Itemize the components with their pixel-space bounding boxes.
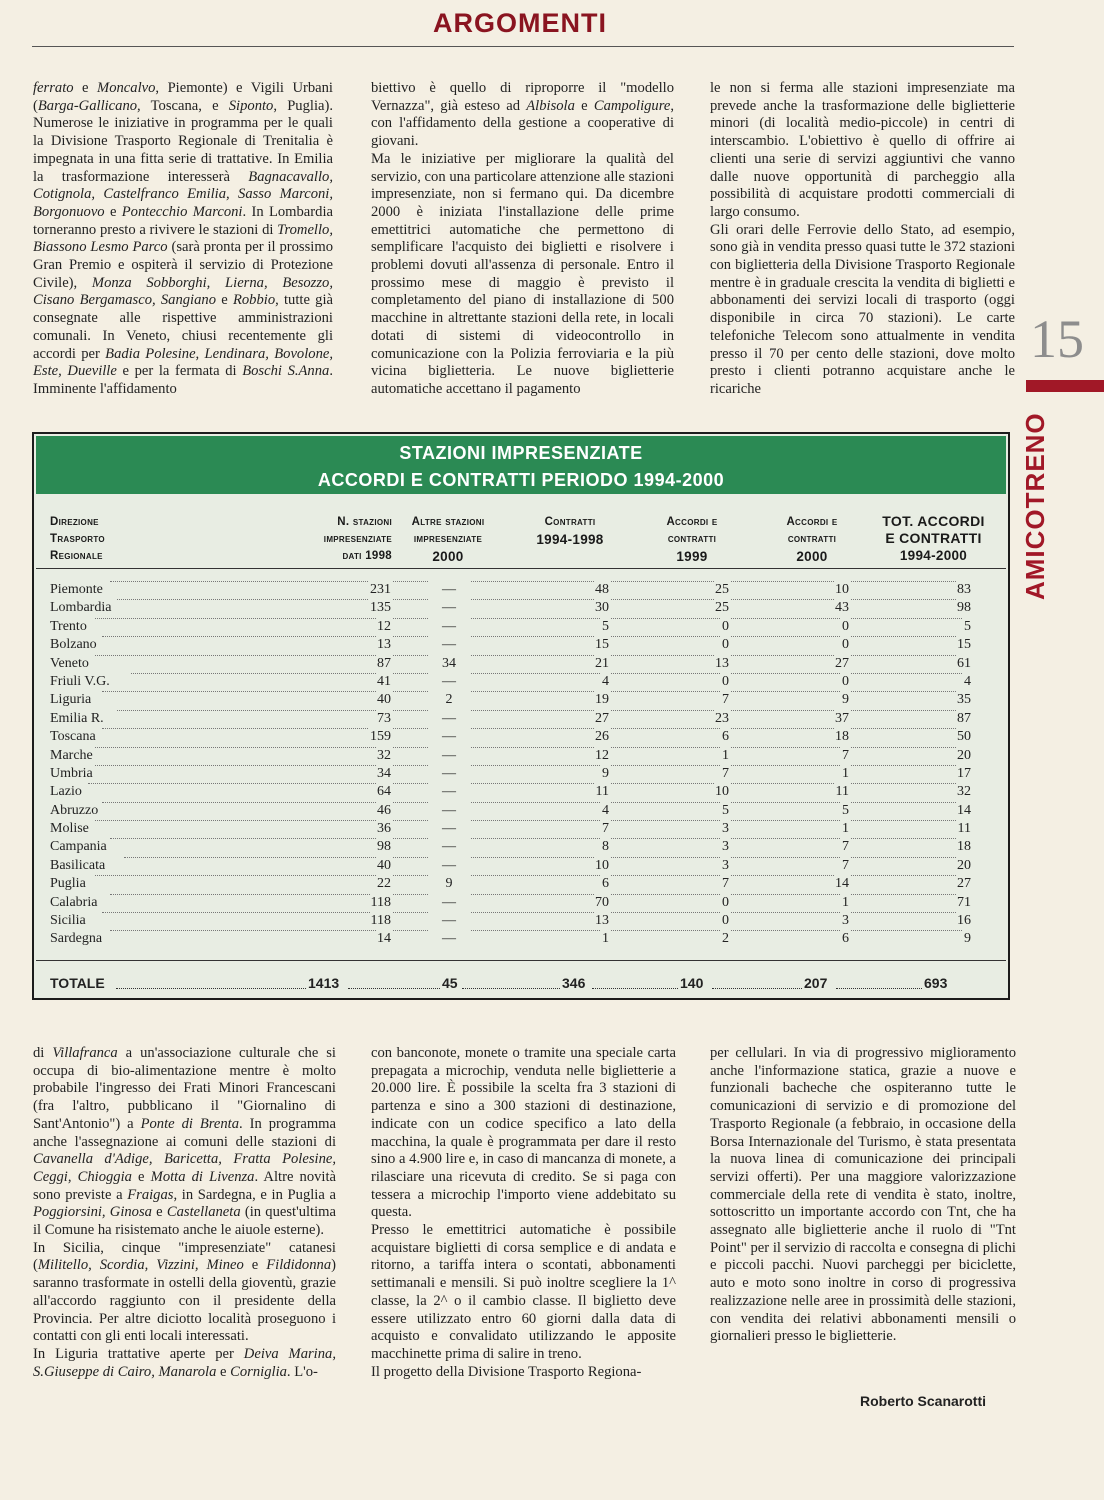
region-name: Bolzano (50, 637, 97, 653)
header-direzione-line1: Direzione (50, 516, 99, 528)
text-run: ) saranno trasformate in ostelli della gioventù, grazie all'accordo raggiunto con il presidente della Provincia. Per altre diciotto località proseguono i contatti con gli enti locali interessati. (33, 1257, 336, 1345)
table-row (36, 838, 1006, 856)
cell-tot: 11 (957, 820, 972, 838)
header-altre-line3: 2000 (432, 549, 464, 564)
place-name: Militello, Scordia, Vizzini, Mineo (37, 1257, 244, 1274)
region-name: Lazio (50, 784, 82, 800)
header-contratti-line1: Contratti (544, 516, 596, 528)
table-header (36, 504, 1006, 569)
place-name: Badia Polesine, Lendinara, Bovolone, Este, Dueville (33, 345, 333, 380)
header-accordi-1999 (632, 514, 752, 565)
table-row (36, 857, 1006, 875)
cell-acc1999: 7 (721, 691, 730, 709)
text-run: con banconote, monete o tramite una speciale carta prepagata a microchip, venduta nelle biglietterie a 20.000 lire. È possibile la scelta fra 3 stazioni di partenza e sino a 300 stazioni di destinazione, indicate con un codice specifico a lato della macchina, la quale è programmata per dare il resto sino a 4.900 lire e, in caso di mancanza di monete, a rilasciare una ricevuta di credito. Se si paga con tessera a microchip l'importo viene addebitato su questa. (371, 1045, 676, 1221)
place-name: Moncalvo (97, 80, 156, 96)
stations-table (32, 432, 1010, 1000)
article-column-top-1 (33, 80, 333, 399)
text-run: . In Lombardia torneranno presto a rivivere le stazioni di (33, 203, 333, 238)
totals-altre: 45 (442, 975, 458, 991)
place-name: ferrato (33, 80, 74, 96)
cell-acc2000: 0 (841, 673, 850, 691)
cell-n: 87 (376, 655, 392, 673)
table-title (36, 436, 1006, 494)
region-name: Lombardia (50, 600, 112, 616)
section-header: ARGOMENTI (433, 8, 607, 38)
text-run: e (243, 1257, 267, 1274)
cell-altre: — (428, 636, 470, 654)
place-name: Boschi S.Anna (242, 363, 330, 380)
author-signature: Roberto Scanarotti (860, 1393, 987, 1409)
cell-acc2000: 0 (841, 618, 850, 636)
cell-altre: — (428, 765, 470, 783)
table-row (36, 894, 1006, 912)
cell-n: 118 (370, 894, 392, 912)
cell-tot: 87 (956, 710, 972, 728)
cell-acc1999: 10 (714, 783, 730, 801)
text-run: biettivo è quello di riproporre il "modello Vernazza", già esteso ad (371, 80, 674, 114)
table-row (36, 618, 1006, 636)
text-run: e (574, 97, 594, 114)
text-run: Gli orari delle Ferrovie dello Stato, ad esempio, sono già in vendita presso quasi tutte le 372 stazioni con biglietteria della Divisione Trasporto Regionale mentre è in graduale crescita la vendita di biglietti e abbonamenti dei servizi locali di trasporto (oggi disponibile in circa 70 stazioni). Le carte telefoniche Telecom sono attualmente in vendita presso il 70 per cento delle stazioni, dove molto presto i clienti potranno acquistare anche le ricariche (710, 221, 1015, 397)
text-run: (in quest'ultima il Comune ha risistemato anche le aiuole esterne). (33, 1204, 336, 1239)
region-name: Sicilia (50, 913, 86, 929)
cell-tot: 14 (956, 802, 972, 820)
table-row (36, 655, 1006, 673)
cell-n: 40 (376, 857, 392, 875)
text-run: , in Sardegna, e in Puglia a (173, 1186, 336, 1203)
paragraph (33, 1346, 336, 1381)
region-name: Basilicata (50, 857, 106, 873)
table-row (36, 599, 1006, 617)
table-row (36, 912, 1006, 930)
paragraph (710, 80, 1015, 222)
place-name: Ponte di Brenta (140, 1115, 240, 1132)
cell-contratti: 5 (601, 618, 610, 636)
cell-contratti: 10 (594, 857, 610, 875)
table-row (36, 673, 1006, 691)
cell-contratti: 7 (601, 820, 610, 838)
region-name: Calabria (50, 894, 98, 910)
cell-acc1999: 0 (721, 618, 730, 636)
text-run: e (104, 203, 122, 220)
place-name: Deiva Marina, S.Giuseppe di Cairo, Manarola (33, 1345, 336, 1380)
text-run: , Piemonte) e Vigili Urbani ( (33, 80, 333, 114)
cell-acc2000: 27 (834, 655, 850, 673)
text-run: . Altre novità sono previste a (33, 1168, 337, 1203)
header-n-line3: dati 1998 (342, 550, 392, 562)
header-acc1999-line3: 1999 (676, 549, 708, 564)
table-row (36, 820, 1006, 838)
cell-n: 12 (376, 618, 392, 636)
cell-acc2000: 43 (834, 599, 850, 617)
cell-n: 34 (376, 765, 392, 783)
totals-leader-4 (592, 988, 678, 989)
totals-leader-2 (348, 988, 440, 989)
header-acc2000-line2: contratti (787, 533, 837, 545)
cell-altre: — (428, 820, 470, 838)
text-run: . In programma anche l'assegnazione ai comuni delle stazioni di (33, 1115, 336, 1150)
cell-altre: — (428, 581, 470, 599)
cell-n: 231 (369, 581, 392, 599)
cell-tot: 17 (956, 765, 972, 783)
totals-leader-5 (712, 988, 802, 989)
cell-acc1999: 7 (721, 875, 730, 893)
place-name: Corniglia (230, 1363, 287, 1380)
region-name: Veneto (50, 655, 89, 671)
cell-n: 36 (376, 820, 392, 838)
region-name: Emilia R. (50, 710, 104, 726)
totals-n: 1413 (308, 975, 340, 991)
text-run: In Sicilia, cinque "impresenziate" catanesi ( (33, 1239, 336, 1274)
cell-tot: 61 (956, 655, 972, 673)
cell-n: 46 (376, 802, 392, 820)
header-tot-line2: E CONTRATTI (885, 530, 982, 546)
table-totals-row (36, 960, 1006, 997)
cell-altre: — (428, 747, 470, 765)
cell-altre: — (428, 857, 470, 875)
place-name: Siponto (228, 97, 274, 114)
totals-label: TOTALE (50, 975, 105, 991)
cell-acc2000: 37 (834, 710, 850, 728)
cell-acc1999: 23 (714, 710, 730, 728)
text-run: , Puglia). Numerose le iniziative in programma per le quali la Divisione Trasporto Regionale di Trenitalia è impegnata in una fitta serie di trattative. In Emilia la trasformazione interesserà (33, 97, 333, 185)
header-n-line1: N. stazioni (337, 516, 392, 528)
region-name: Toscana (50, 729, 96, 745)
table-row (36, 710, 1006, 728)
text-run: e (151, 1204, 167, 1221)
cell-acc2000: 7 (841, 857, 850, 875)
cell-altre: — (428, 783, 470, 801)
cell-acc2000: 3 (841, 912, 850, 930)
cell-n: 98 (376, 838, 392, 856)
place-name: Castellaneta (166, 1204, 241, 1221)
header-altre-stazioni (388, 514, 508, 565)
cell-tot: 32 (956, 783, 972, 801)
cell-n: 13 (376, 636, 392, 654)
cell-tot: 5 (963, 618, 972, 636)
header-altre-line1: Altre stazioni (411, 516, 485, 528)
header-direzione-line2: Trasporto (50, 533, 105, 545)
table-row (36, 636, 1006, 654)
cell-contratti: 4 (601, 673, 610, 691)
text-run: , tutte già consegnate alle rispettive amministrazioni comunali. In Veneto, chiusi recentemente gli accordi per (33, 292, 333, 362)
region-name: Trento (50, 618, 87, 634)
text-run: e (216, 1363, 231, 1380)
cell-n: 159 (369, 728, 392, 746)
sidebar-accent-bar (1026, 380, 1104, 392)
text-run: a un'associazione culturale che si occupa di bio-alimentazione mentre è molto probabile l'ingresso dei Frati Minori Francescani (fra l'altro, pubblicano il "Giornalino di Sant'Antonio") a (33, 1045, 336, 1132)
cell-n: 40 (376, 691, 392, 709)
cell-contratti: 11 (595, 783, 610, 801)
text-run: In Liguria trattative aperte per (33, 1345, 244, 1362)
header-direzione (50, 514, 105, 565)
cell-tot: 71 (956, 894, 972, 912)
cell-contratti: 6 (601, 875, 610, 893)
cell-acc1999: 0 (721, 894, 730, 912)
cell-acc2000: 14 (834, 875, 850, 893)
cell-n: 22 (376, 875, 392, 893)
place-name: Monza Sobborghi, Lierna, Besozzo, Cisano Bergamasco, Sangiano (33, 274, 333, 309)
totals-leader-6 (836, 988, 922, 989)
cell-contratti: 1 (601, 930, 610, 948)
cell-contratti: 30 (594, 599, 610, 617)
paragraph (33, 1045, 336, 1240)
cell-acc1999: 3 (721, 857, 730, 875)
article-column-bottom-1 (33, 1045, 336, 1381)
region-name: Puglia (50, 876, 86, 892)
paragraph (371, 1364, 676, 1382)
place-name: Fraigas (127, 1186, 174, 1203)
table-title-line-2: ACCORDI E CONTRATTI PERIODO 1994-2000 (317, 470, 725, 490)
cell-acc2000: 0 (841, 636, 850, 654)
article-column-top-3 (710, 80, 1015, 399)
table-row (36, 765, 1006, 783)
cell-tot: 16 (956, 912, 972, 930)
place-name: Pontecchio Marconi (121, 203, 243, 220)
cell-tot: 20 (956, 747, 972, 765)
place-name: Bagnacavallo, Cotignola, Castelfranco Emilia, Sasso Marconi, Borgonuovo (33, 168, 333, 220)
region-name: Sardegna (50, 931, 103, 947)
table-row (36, 747, 1006, 765)
cell-altre: — (428, 802, 470, 820)
cell-contratti: 4 (601, 802, 610, 820)
header-acc2000-line3: 2000 (796, 549, 828, 564)
place-name: Robbio (232, 292, 276, 309)
cell-acc2000: 7 (841, 838, 850, 856)
cell-acc1999: 13 (714, 655, 730, 673)
text-run: e (216, 292, 233, 309)
cell-acc1999: 25 (714, 599, 730, 617)
cell-n: 135 (369, 599, 392, 617)
cell-acc1999: 1 (721, 747, 730, 765)
cell-acc1999: 0 (721, 912, 730, 930)
cell-n: 73 (376, 710, 392, 728)
region-name: Molise (50, 821, 89, 837)
page-number: 15 (1030, 309, 1084, 369)
totals-tot: 693 (924, 975, 948, 991)
table-row (36, 930, 1006, 948)
cell-altre: — (428, 673, 470, 691)
cell-tot: 18 (956, 838, 972, 856)
cell-acc2000: 11 (835, 783, 850, 801)
cell-n: 64 (376, 783, 392, 801)
cell-tot: 27 (956, 875, 972, 893)
totals-contratti: 346 (562, 975, 586, 991)
cell-altre: 2 (428, 691, 470, 709)
text-run: . L'o- (286, 1363, 318, 1380)
cell-n: 14 (376, 930, 392, 948)
region-name: Campania (50, 839, 107, 855)
table-row (36, 728, 1006, 746)
cell-acc2000: 10 (834, 581, 850, 599)
place-name: Cavanella d'Adige, Baricetta, Fratta Polesine, Ceggi, Chioggia (33, 1151, 336, 1185)
cell-contratti: 15 (594, 636, 610, 654)
cell-altre: — (428, 838, 470, 856)
cell-acc1999: 3 (721, 820, 730, 838)
table-row (36, 783, 1006, 801)
header-contratti-line2: 1994-1998 (536, 532, 604, 547)
table-body (36, 581, 1006, 949)
cell-acc1999: 7 (721, 765, 730, 783)
paragraph (371, 1222, 676, 1364)
header-n-line2: impresenziate (323, 533, 392, 545)
table-row (36, 691, 1006, 709)
paragraph (33, 1240, 336, 1346)
place-name: Barga-Gallicano (37, 97, 138, 114)
cell-altre: — (428, 728, 470, 746)
place-name: Poggiorsini, Ginosa (33, 1204, 152, 1221)
header-rule (32, 46, 1014, 47)
table-row (36, 802, 1006, 820)
cell-acc2000: 1 (841, 894, 850, 912)
header-contratti (510, 514, 630, 548)
place-name: Tromello, Biassono Lesmo Parco (33, 221, 333, 256)
text-run: di (33, 1045, 53, 1061)
header-n-stazioni (272, 514, 392, 565)
cell-contratti: 26 (594, 728, 610, 746)
header-acc1999-line1: Accordi e (666, 516, 718, 528)
place-name: Villafranca (52, 1045, 118, 1061)
text-run: . Imminente l'affidamento (33, 363, 333, 397)
text-run: e (73, 80, 98, 96)
cell-acc2000: 6 (841, 930, 850, 948)
cell-acc1999: 0 (721, 673, 730, 691)
cell-altre: — (428, 912, 470, 930)
cell-acc2000: 1 (841, 765, 850, 783)
place-name: Fildidonna (266, 1257, 332, 1274)
cell-altre: — (428, 599, 470, 617)
cell-altre: — (428, 894, 470, 912)
cell-contratti: 12 (594, 747, 610, 765)
header-tot-line3: 1994-2000 (899, 548, 968, 563)
header-acc1999-line2: contratti (667, 533, 717, 545)
text-run: (sarà pronta per il prossimo Gran Premio e ospiterà il servizio di Protezione Civile), (33, 239, 333, 291)
cell-altre: 34 (428, 655, 470, 673)
region-name: Liguria (50, 692, 92, 708)
cell-tot: 15 (956, 636, 972, 654)
cell-acc2000: 7 (841, 747, 850, 765)
totals-leader-3 (462, 988, 560, 989)
cell-n: 118 (370, 912, 392, 930)
cell-acc1999: 0 (721, 636, 730, 654)
magazine-name: AMICOTRENO (1020, 412, 1050, 600)
totals-acc2000: 207 (804, 975, 828, 991)
place-name: Campoligure (593, 97, 671, 114)
cell-acc1999: 25 (714, 581, 730, 599)
place-name: Motta di Livenza (150, 1168, 255, 1185)
cell-contratti: 21 (594, 655, 610, 673)
text-run: Presso le emettitrici automatiche è possibile acquistare biglietti di corsa semplice e di andata e ritorno, a tariffa intera o scontati, abbonamenti settimanali e mensili. Si può inoltre scegliere la 1^ classe, la 2^ o il cambio classe. Il biglietto deve essere utilizzato entro 60 giorni dalla data di acquisto e convalidato utilizzando le apposite macchinette prima di salire in treno. (371, 1222, 676, 1362)
totals-acc1999: 140 (680, 975, 704, 991)
cell-acc1999: 5 (721, 802, 730, 820)
cell-altre: 9 (428, 875, 470, 893)
article-column-bottom-3 (710, 1045, 1016, 1346)
cell-acc1999: 3 (721, 838, 730, 856)
cell-tot: 20 (956, 857, 972, 875)
region-name: Marche (50, 747, 93, 763)
cell-tot: 35 (956, 691, 972, 709)
cell-n: 41 (376, 673, 392, 691)
header-accordi-2000 (752, 514, 872, 565)
cell-tot: 83 (956, 581, 972, 599)
cell-acc1999: 6 (721, 728, 730, 746)
paragraph (371, 80, 674, 151)
text-run: e (131, 1168, 151, 1185)
article-column-bottom-2 (371, 1045, 676, 1381)
header-direzione-line3: Regionale (50, 550, 103, 562)
header-totale (866, 513, 1001, 564)
cell-contratti: 9 (601, 765, 610, 783)
cell-acc2000: 1 (841, 820, 850, 838)
paragraph (371, 1045, 676, 1222)
paragraph (710, 1045, 1016, 1346)
paragraph (33, 80, 333, 399)
cell-altre: — (428, 930, 470, 948)
cell-acc2000: 9 (841, 691, 850, 709)
text-run: per cellulari. In via di progressivo miglioramento anche l'informazione statica, grazie a nuove e funzionali bacheche che ospiteranno tutte le comunicazioni di servizio e di promozione del Trasporto Regionale (a febbraio, in occasione della Borsa Internazionale del Turismo, è stata presentata la nuova linea di comunicazione dei principali servizi offerti). Per una maggiore valorizzazione commerciale della rete di vendita è stato, inoltre, sottoscritto un importante accordo con Tnt, che ha assegnato alle biglietterie anche il ruolo di "Tnt Point" per il servizio di raccolta e consegna di plichi e piccoli pacchi. Nuovi parcheggi per biciclette, auto e moto sono inoltre in corso di progressiva realizzazione nelle aree in prossimità delle stazioni, con vendita dei relativi abbonamenti mensili o giornalieri presso le biglietterie. (710, 1045, 1016, 1345)
cell-tot: 98 (956, 599, 972, 617)
cell-contratti: 27 (594, 710, 610, 728)
cell-contratti: 70 (594, 894, 610, 912)
totals-leader-1 (116, 988, 306, 989)
text-run: Ma le iniziative per migliorare la qualità del servizio, con una particolare attenzione alle stazioni impresenziate, non si fermano qui. Da dicembre 2000 è iniziata l'installazione delle prime emettitrici automatiche che permettono di semplificare l'acquisto dei biglietti e risolvere i problemi dovuti all'assenza di personale. Entro il prossimo mese di maggio è previsto il completamento del piano di installazione di 500 macchine in altrettante stazioni della rete, in locali dotati di sistemi di videocontrollo in comunicazione con la Polizia ferroviaria e la più vicina biglietteria. Le nuove biglietterie automatiche accettano il pagamento (371, 150, 674, 397)
table-row (36, 581, 1006, 599)
cell-acc1999: 2 (721, 930, 730, 948)
text-run: Il progetto della Divisione Trasporto Regiona- (371, 1363, 642, 1380)
text-run: e per la fermata di (116, 363, 243, 380)
article-column-top-2 (371, 80, 674, 399)
cell-altre: — (428, 618, 470, 636)
cell-tot: 4 (963, 673, 972, 691)
header-tot-line1: TOT. ACCORDI (882, 513, 985, 529)
cell-acc2000: 5 (841, 802, 850, 820)
cell-acc2000: 18 (834, 728, 850, 746)
text-run: , con l'affidamento della gestione a cooperative di giovani. (371, 97, 674, 150)
cell-tot: 50 (956, 728, 972, 746)
cell-contratti: 13 (594, 912, 610, 930)
cell-altre: — (428, 710, 470, 728)
table-row (36, 875, 1006, 893)
cell-n: 32 (376, 747, 392, 765)
cell-contratti: 48 (594, 581, 610, 599)
paragraph (371, 151, 674, 399)
place-name: Albisola (526, 97, 575, 114)
header-altre-line2: impresenziate (413, 533, 483, 545)
region-name: Umbria (50, 765, 93, 781)
region-name: Friuli V.G. (50, 673, 110, 689)
table-title-line-1: STAZIONI IMPRESENZIATE (399, 443, 643, 463)
header-acc2000-line1: Accordi e (786, 516, 838, 528)
text-run: le non si ferma alle stazioni impresenziate ma prevede anche la trasformazione delle biglietterie minori (di località medio-piccole) in centri di interscambio. L'obiettivo è quello di offrire ai clienti una serie di servizi aggiuntivi che vanno dalle nuove opportunità di parcheggio alla possibilità di acquistare prodotti commerciali di largo consumo. (710, 80, 1015, 220)
cell-contratti: 19 (594, 691, 610, 709)
cell-tot: 9 (963, 930, 972, 948)
region-name: Piemonte (50, 582, 103, 597)
paragraph (710, 222, 1015, 399)
region-name: Abruzzo (50, 802, 99, 818)
text-run: , Toscana, e (137, 97, 229, 114)
cell-contratti: 8 (601, 838, 610, 856)
